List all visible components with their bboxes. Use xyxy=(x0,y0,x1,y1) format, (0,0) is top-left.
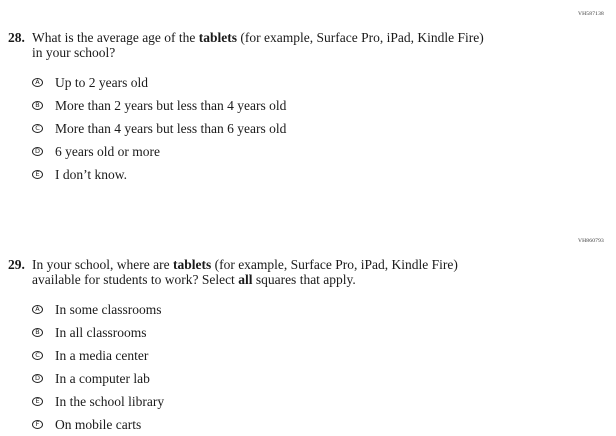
question-29-text-line2-bold: all xyxy=(238,272,253,287)
question-28-id: VH587138 xyxy=(577,11,604,17)
question-28 xyxy=(8,30,608,186)
question-29 xyxy=(8,257,608,436)
option-label: In some classrooms xyxy=(55,301,162,317)
checkbox-bubble-e[interactable]: E xyxy=(32,397,43,406)
option-label: More than 4 years but less than 6 years old xyxy=(55,120,287,136)
option-label: In a media center xyxy=(55,347,149,363)
question-29-text-part2: (for example, Surface Pro, iPad, Kindle Fire) xyxy=(211,257,458,272)
checkbox-bubble-d[interactable]: D xyxy=(32,374,43,383)
option-label: On mobile carts xyxy=(55,416,142,432)
question-29-header xyxy=(8,257,608,287)
question-28-option-e[interactable] xyxy=(32,163,608,186)
radio-bubble-a[interactable]: A xyxy=(32,78,43,87)
question-28-option-c[interactable] xyxy=(32,117,608,140)
question-28-text-part2: (for example, Surface Pro, iPad, Kindle Fire) xyxy=(237,30,484,45)
question-29-option-e[interactable] xyxy=(32,390,608,413)
radio-bubble-b[interactable]: B xyxy=(32,101,43,110)
radio-bubble-e[interactable]: E xyxy=(32,170,43,179)
question-28-text xyxy=(32,30,608,60)
question-29-option-a[interactable] xyxy=(32,298,608,321)
checkbox-bubble-a[interactable]: A xyxy=(32,305,43,314)
question-29-options xyxy=(32,298,608,436)
question-29-text-line2-part2: squares that apply. xyxy=(252,272,356,287)
question-29-id: VH860793 xyxy=(577,238,604,244)
option-label: I don’t know. xyxy=(55,166,127,182)
checkbox-bubble-f[interactable]: F xyxy=(32,420,43,429)
radio-bubble-d[interactable]: D xyxy=(32,147,43,156)
option-label: In all classrooms xyxy=(55,324,147,340)
option-label: 6 years old or more xyxy=(55,143,160,159)
question-28-option-a[interactable] xyxy=(32,71,608,94)
question-29-text-bold: tablets xyxy=(172,257,212,272)
question-29-text-part1: In your school, where are xyxy=(32,257,173,272)
question-29-option-c[interactable] xyxy=(32,344,608,367)
question-29-text xyxy=(32,257,608,287)
option-label: More than 2 years but less than 4 years old xyxy=(55,97,287,113)
question-28-option-d[interactable] xyxy=(32,140,608,163)
radio-bubble-c[interactable]: C xyxy=(32,124,43,133)
option-label: In a computer lab xyxy=(55,370,150,386)
checkbox-bubble-c[interactable]: C xyxy=(32,351,43,360)
question-29-option-b[interactable] xyxy=(32,321,608,344)
question-29-text-line2-part1: available for students to work? Select xyxy=(32,272,239,287)
question-28-option-b[interactable] xyxy=(32,94,608,117)
question-29-option-d[interactable] xyxy=(32,367,608,390)
question-29-number: 29. xyxy=(8,257,25,272)
question-28-number: 28. xyxy=(8,30,25,45)
question-28-text-bold: tablets xyxy=(198,30,238,45)
question-28-options xyxy=(32,71,608,186)
question-28-header xyxy=(8,30,608,60)
question-28-text-part1: What is the average age of the xyxy=(32,30,199,45)
question-28-text-line2: in your school? xyxy=(32,45,116,60)
option-label: Up to 2 years old xyxy=(55,74,148,90)
checkbox-bubble-b[interactable]: B xyxy=(32,328,43,337)
option-label: In the school library xyxy=(55,393,165,409)
